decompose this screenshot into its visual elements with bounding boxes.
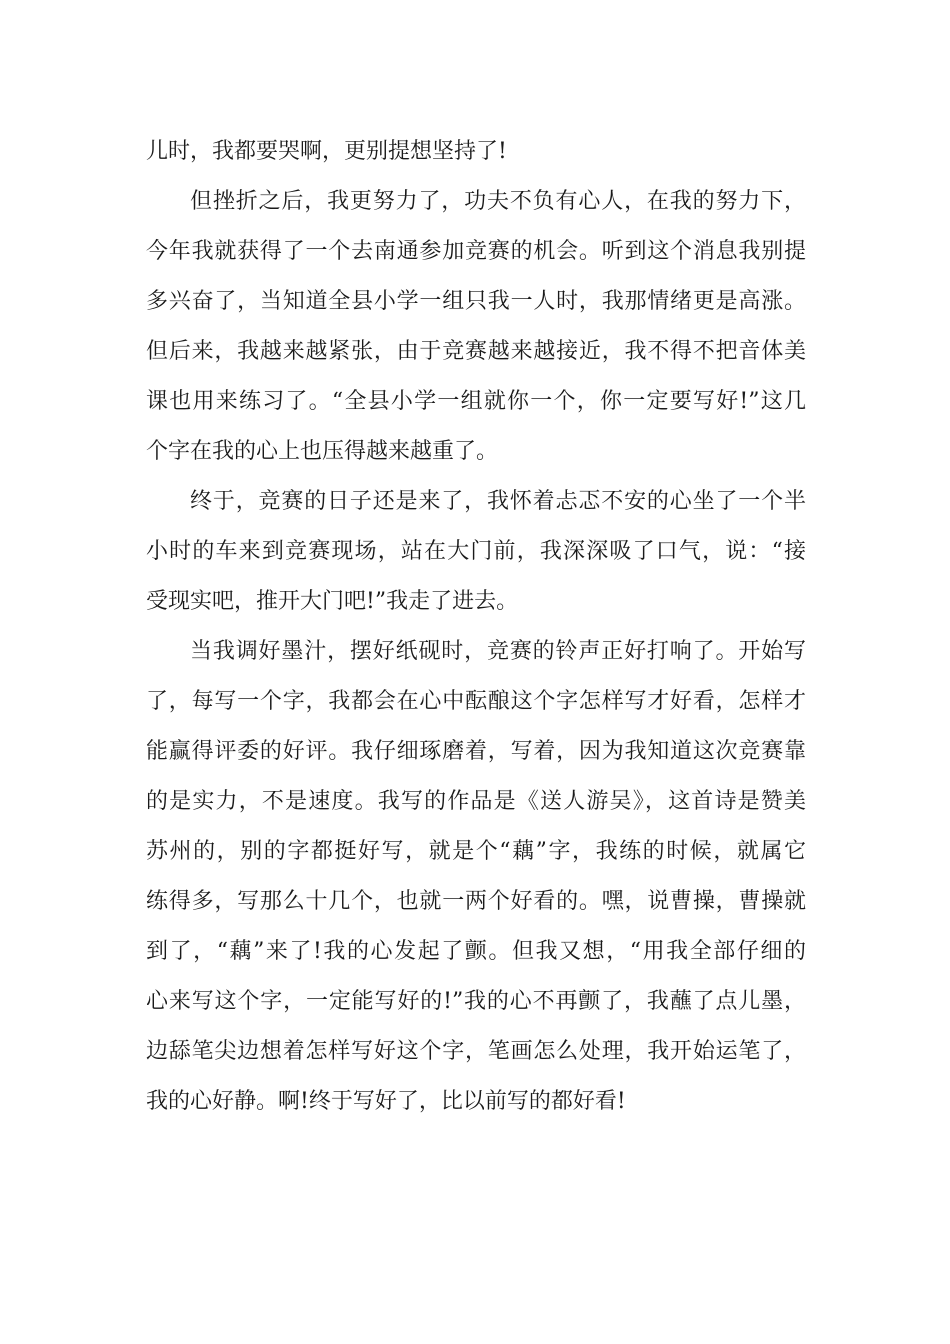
text-line: 小时的车来到竞赛现场，站在大门前，我深深吸了口气，说：“接 [146,539,806,564]
text-line: 今年我就获得了一个去南通参加竞赛的机会。听到这个消息我别提 [146,239,806,264]
text-line: 苏州的，别的字都挺好写，就是个“藕”字，我练的时候，就属它 [146,839,806,864]
text-line: 边舔笔尖边想着怎样写好这个字，笔画怎么处理，我开始运笔了， [146,1039,806,1064]
text-line: 课也用来练习了。“全县小学一组就你一个，你一定要写好!”这几 [146,389,806,414]
text-line: 的是实力，不是速度。我写的作品是《送人游吴》，这首诗是赞美 [146,789,806,814]
essay-body [146,127,806,1127]
paragraph-first-line: 终于，竞赛的日子还是来了，我怀着忐忑不安的心坐了一个半 [190,489,806,514]
text-line: 到了，“藕”来了!我的心发起了颤。但我又想，“用我全部仔细的 [146,939,806,964]
text-line: 个字在我的心上也压得越来越重了。 [146,439,499,464]
text-line: 练得多，写那么十几个，也就一两个好看的。嘿，说曹操，曹操就 [146,889,806,914]
text-line: 但后来，我越来越紧张，由于竞赛越来越接近，我不得不把音体美 [146,339,806,364]
text-line: 我的心好静。啊!终于写好了，比以前写的都好看! [146,1089,626,1114]
paragraph-first-line: 但挫折之后，我更努力了，功夫不负有心人，在我的努力下， [190,189,806,214]
text-line: 多兴奋了，当知道全县小学一组只我一人时，我那情绪更是高涨。 [146,289,806,314]
paragraph-first-line: 当我调好墨汁，摆好纸砚时，竞赛的铃声正好打响了。开始写 [190,639,806,664]
text-line: 了，每写一个字，我都会在心中酝酿这个字怎样写才好看，怎样才 [146,689,806,714]
text-line: 受现实吧，推开大门吧!”我走了进去。 [146,589,519,614]
text-line: 能赢得评委的好评。我仔细琢磨着，写着，因为我知道这次竞赛靠 [146,739,806,764]
text-line: 心来写这个字，一定能写好的!”我的心不再颤了，我蘸了点儿墨， [146,989,806,1014]
text-line: 儿时，我都要哭啊，更别提想坚持了! [146,139,507,164]
